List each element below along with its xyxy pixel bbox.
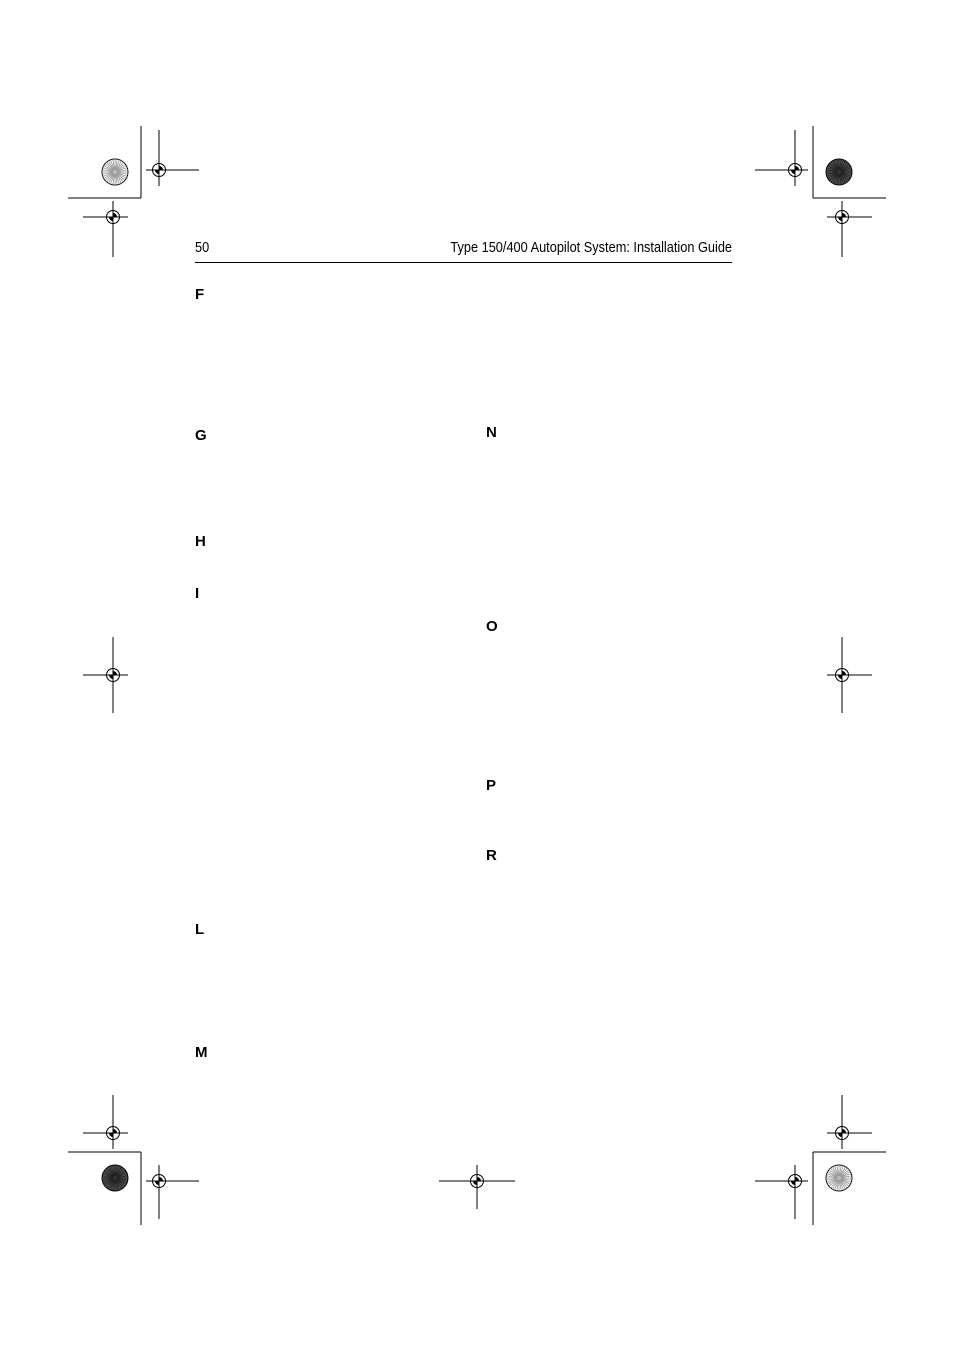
crosshair-registration-mark-icon [827, 1095, 872, 1149]
crosshair-registration-mark-icon [146, 1165, 199, 1219]
index-letter-h: H [195, 533, 206, 550]
index-letter-f: F [195, 286, 205, 303]
crosshair-registration-mark-icon [755, 1165, 808, 1219]
starburst-target-icon [826, 1165, 852, 1191]
index-letter-n: N [486, 424, 497, 441]
crosshair-registration-mark-icon [755, 130, 808, 186]
page-number: 50 [195, 240, 210, 256]
crosshair-registration-mark-icon [827, 637, 872, 713]
starburst-target-icon [102, 1165, 128, 1191]
starburst-target-icon [102, 159, 128, 185]
index-letter-i: I [195, 585, 200, 602]
crosshair-registration-mark-icon [83, 1095, 128, 1149]
page-header [195, 238, 732, 263]
index-letter-r: R [486, 847, 497, 864]
crosshair-registration-mark-icon [83, 637, 128, 713]
index-letter-p: P [486, 777, 497, 794]
crosshair-registration-mark-icon [827, 201, 872, 257]
crosshair-registration-mark-icon [83, 201, 128, 257]
crosshair-registration-mark-icon [439, 1165, 515, 1209]
index-letter-g: G [195, 427, 207, 444]
running-title: Type 150/400 Autopilot System: Installation Guide [450, 240, 732, 256]
crosshair-registration-mark-icon [146, 130, 199, 186]
index-letter-l: L [195, 921, 205, 938]
index-letter-m: M [195, 1044, 208, 1061]
starburst-target-icon [826, 159, 852, 185]
index-letter-o: O [486, 618, 498, 635]
